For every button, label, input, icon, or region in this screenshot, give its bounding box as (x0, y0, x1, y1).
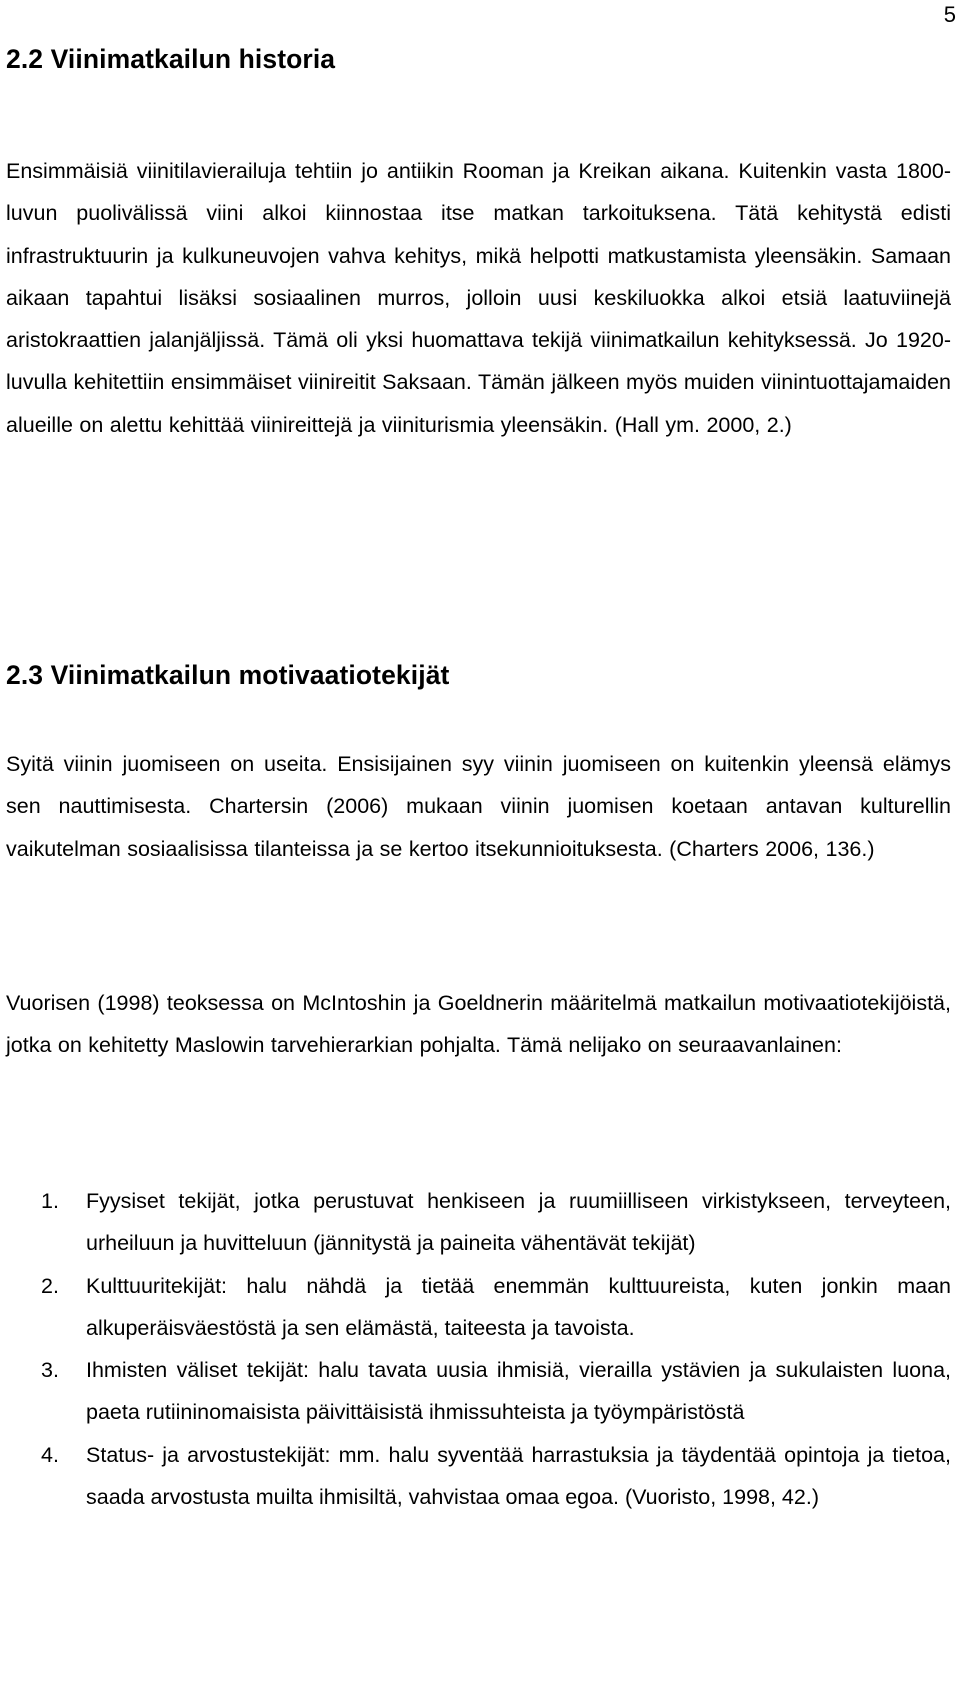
list-item (6, 1434, 951, 1519)
list-item-text: Kulttuuritekijät: halu nähdä ja tietää enemmän kulttuureista, kuten jonkin maan alkuperäisväestöstä ja sen elämästä, taiteesta ja tavoista. (86, 1273, 951, 1340)
list-item (6, 1265, 951, 1350)
section-heading-motivation: 2.3 Viinimatkailun motivaatiotekijät (6, 660, 450, 690)
paragraph-history: Ensimmäisiä viinitilavierailuja tehtiin jo antiikin Rooman ja Kreikan aikana. Kuitenkin vasta 1800-luvun puolivälissä viini alkoi kiinnostaa itse matkan tarkoituksena. Tätä kehitystä edisti infrastruktuurin ja kulkuneuvojen vahva kehitys, mikä helpotti matkustamista yleensäkin. Samaan aikaan tapahtui lisäksi sosiaalinen murros, jolloin uusi keskiluokka alkoi etsiä laatuviinejä aristokraattien jalanjäljissä. Tämä oli yksi huomattava tekijä viinimatkailun kehityksessä. Jo 1920-luvulla kehitettiin ensimmäiset viinireitit Saksaan. Tämän jälkeen myös muiden viinintuottajamaiden alueille on alettu kehittää viinireittejä ja viiniturismia yleensäkin. (Hall ym. 2000, 2.) (6, 159, 951, 437)
list-item (6, 1349, 951, 1434)
page-number: 5 (943, 2, 956, 27)
list-item (6, 1180, 951, 1265)
motivation-factors-list (6, 1180, 951, 1518)
list-item-text: Ihmisten väliset tekijät: halu tavata uusia ihmisiä, vierailla ystävien ja sukulaisten luona, paeta rutiininomaisista päivittäisistä ihmissuhteista ja työympäristöstä (86, 1358, 951, 1425)
list-item-text: Fyysiset tekijät, jotka perustuvat henkiseen ja ruumiilliseen virkistykseen, terveyteen, urheiluun ja huvitteluun (jännitystä ja paineita vähentävät tekijät) (86, 1189, 951, 1256)
list-item-number: 3. (41, 1358, 59, 1383)
list-item-text: Status- ja arvostustekijät: mm. halu syventää harrastuksia ja täydentää opintoja ja tietoa, saada arvostusta muilta ihmisiltä, vahvistaa omaa egoa. (Vuoristo, 1998, 42.) (86, 1442, 951, 1510)
section-heading-history: 2.2 Viinimatkailun historia (6, 44, 336, 74)
list-item-number: 4. (41, 1442, 59, 1467)
paragraph-motivation-1: Syitä viinin juomiseen on useita. Ensisijainen syy viinin juomiseen on kuitenkin yleensä elämys sen nauttimisesta. Chartersin (2006) mukaan viinin juomisen koetaan antavan kulturellin vaikutelman sosiaalisissa tilanteissa ja se kertoo itsekunnioituksesta. (Charters 2006, 136.) (6, 752, 951, 861)
paragraph-motivation-2: Vuorisen (1998) teoksessa on McIntoshin ja Goeldnerin määritelmä matkailun motivaatiotekijöistä, jotka on kehitetty Maslowin tarvehierarkian pohjalta. Tämä nelijako on seuraavanlainen: (6, 991, 951, 1058)
list-item-number: 2. (41, 1273, 59, 1298)
list-item-number: 1. (41, 1189, 59, 1213)
